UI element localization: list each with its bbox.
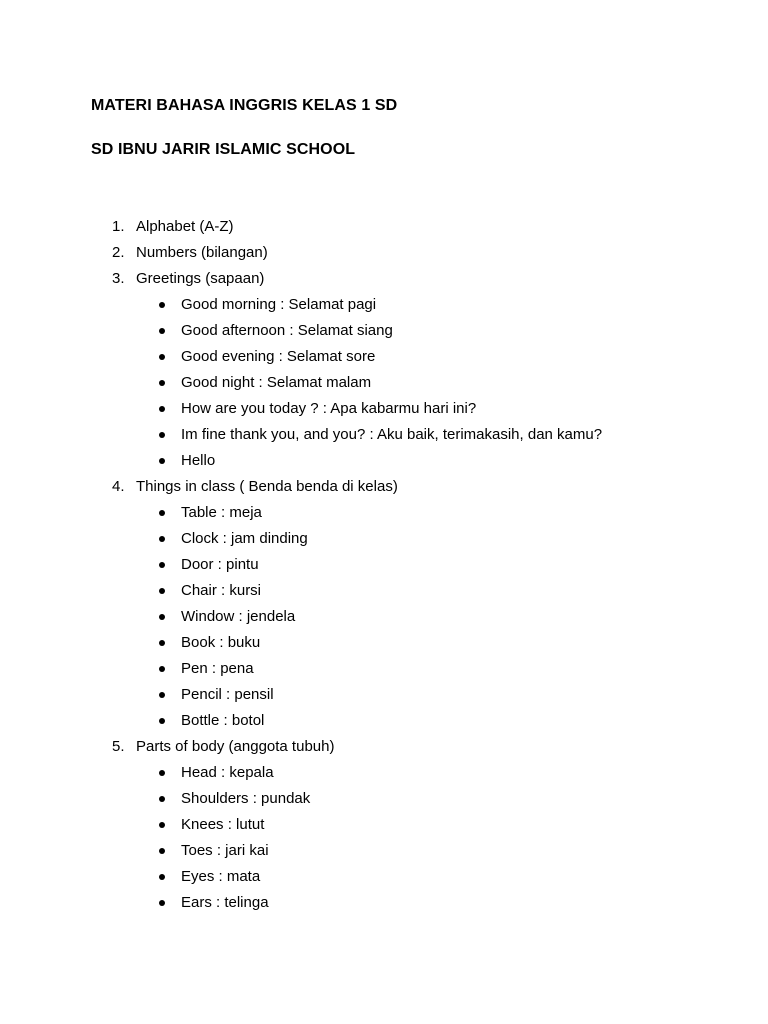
bullet-icon xyxy=(159,510,165,516)
list-item-text: Pencil : pensil xyxy=(181,686,274,703)
list-item-text: Knees : lutut xyxy=(181,816,265,833)
list-item-text: Book : buku xyxy=(181,634,261,651)
bullet-icon xyxy=(159,536,165,542)
list-item-text: Toes : jari kai xyxy=(181,842,269,859)
bullet-icon xyxy=(159,328,165,334)
bullet-icon xyxy=(159,432,165,438)
list-item-text: Good afternoon : Selamat siang xyxy=(181,322,393,339)
list-item-text: Shoulders : pundak xyxy=(181,790,311,807)
bullet-icon xyxy=(159,458,165,464)
bullet-icon xyxy=(159,822,165,828)
bullet-icon xyxy=(159,692,165,698)
list-item-text: Alphabet (A-Z) xyxy=(136,218,234,235)
list-item-text: Door : pintu xyxy=(181,556,259,573)
bullet-icon xyxy=(159,588,165,594)
list-number: 2. xyxy=(112,244,125,261)
bullet-icon xyxy=(159,900,165,906)
list-number: 5. xyxy=(112,738,125,755)
list-item-text: How are you today ? : Apa kabarmu hari ini? xyxy=(181,400,477,417)
list-item-text: Im fine thank you, and you? : Aku baik, terimakasih, dan kamu? xyxy=(181,426,603,443)
list-number: 3. xyxy=(112,270,125,287)
list-item-text: Numbers (bilangan) xyxy=(136,244,268,261)
list-item-text: Good night : Selamat malam xyxy=(181,374,372,391)
document-subtitle: SD IBNU JARIR ISLAMIC SCHOOL xyxy=(91,141,356,158)
list-item-text: Window : jendela xyxy=(181,608,296,625)
list-item-text: Pen : pena xyxy=(181,660,254,677)
list-item-text: Head : kepala xyxy=(181,764,274,781)
list-item-text: Chair : kursi xyxy=(181,582,262,599)
bullet-icon xyxy=(159,302,165,308)
list-number: 4. xyxy=(112,478,125,495)
list-item-text: Clock : jam dinding xyxy=(181,530,308,547)
bullet-icon xyxy=(159,380,165,386)
list-item-text: Table : meja xyxy=(181,504,262,521)
document-title: MATERI BAHASA INGGRIS KELAS 1 SD xyxy=(91,97,398,114)
list-item-text: Eyes : mata xyxy=(181,868,261,885)
list-item-text: Greetings (sapaan) xyxy=(136,270,265,287)
bullet-icon xyxy=(159,666,165,672)
list-item-text: Things in class ( Benda benda di kelas) xyxy=(136,478,398,495)
list-item-text: Good evening : Selamat sore xyxy=(181,348,376,365)
list-item-text: Hello xyxy=(181,452,216,469)
bullet-icon xyxy=(159,614,165,620)
bullet-icon xyxy=(159,848,165,854)
bullet-icon xyxy=(159,718,165,724)
list-item-text: Ears : telinga xyxy=(181,894,269,911)
list-number: 1. xyxy=(112,218,125,235)
bullet-icon xyxy=(159,354,165,360)
bullet-icon xyxy=(159,770,165,776)
list-item-text: Bottle : botol xyxy=(181,712,265,729)
bullet-icon xyxy=(159,874,165,880)
bullet-icon xyxy=(159,796,165,802)
list-item-text: Good morning : Selamat pagi xyxy=(181,296,377,313)
bullet-icon xyxy=(159,406,165,412)
list-item-text: Parts of body (anggota tubuh) xyxy=(136,738,335,755)
bullet-icon xyxy=(159,640,165,646)
bullet-icon xyxy=(159,562,165,568)
